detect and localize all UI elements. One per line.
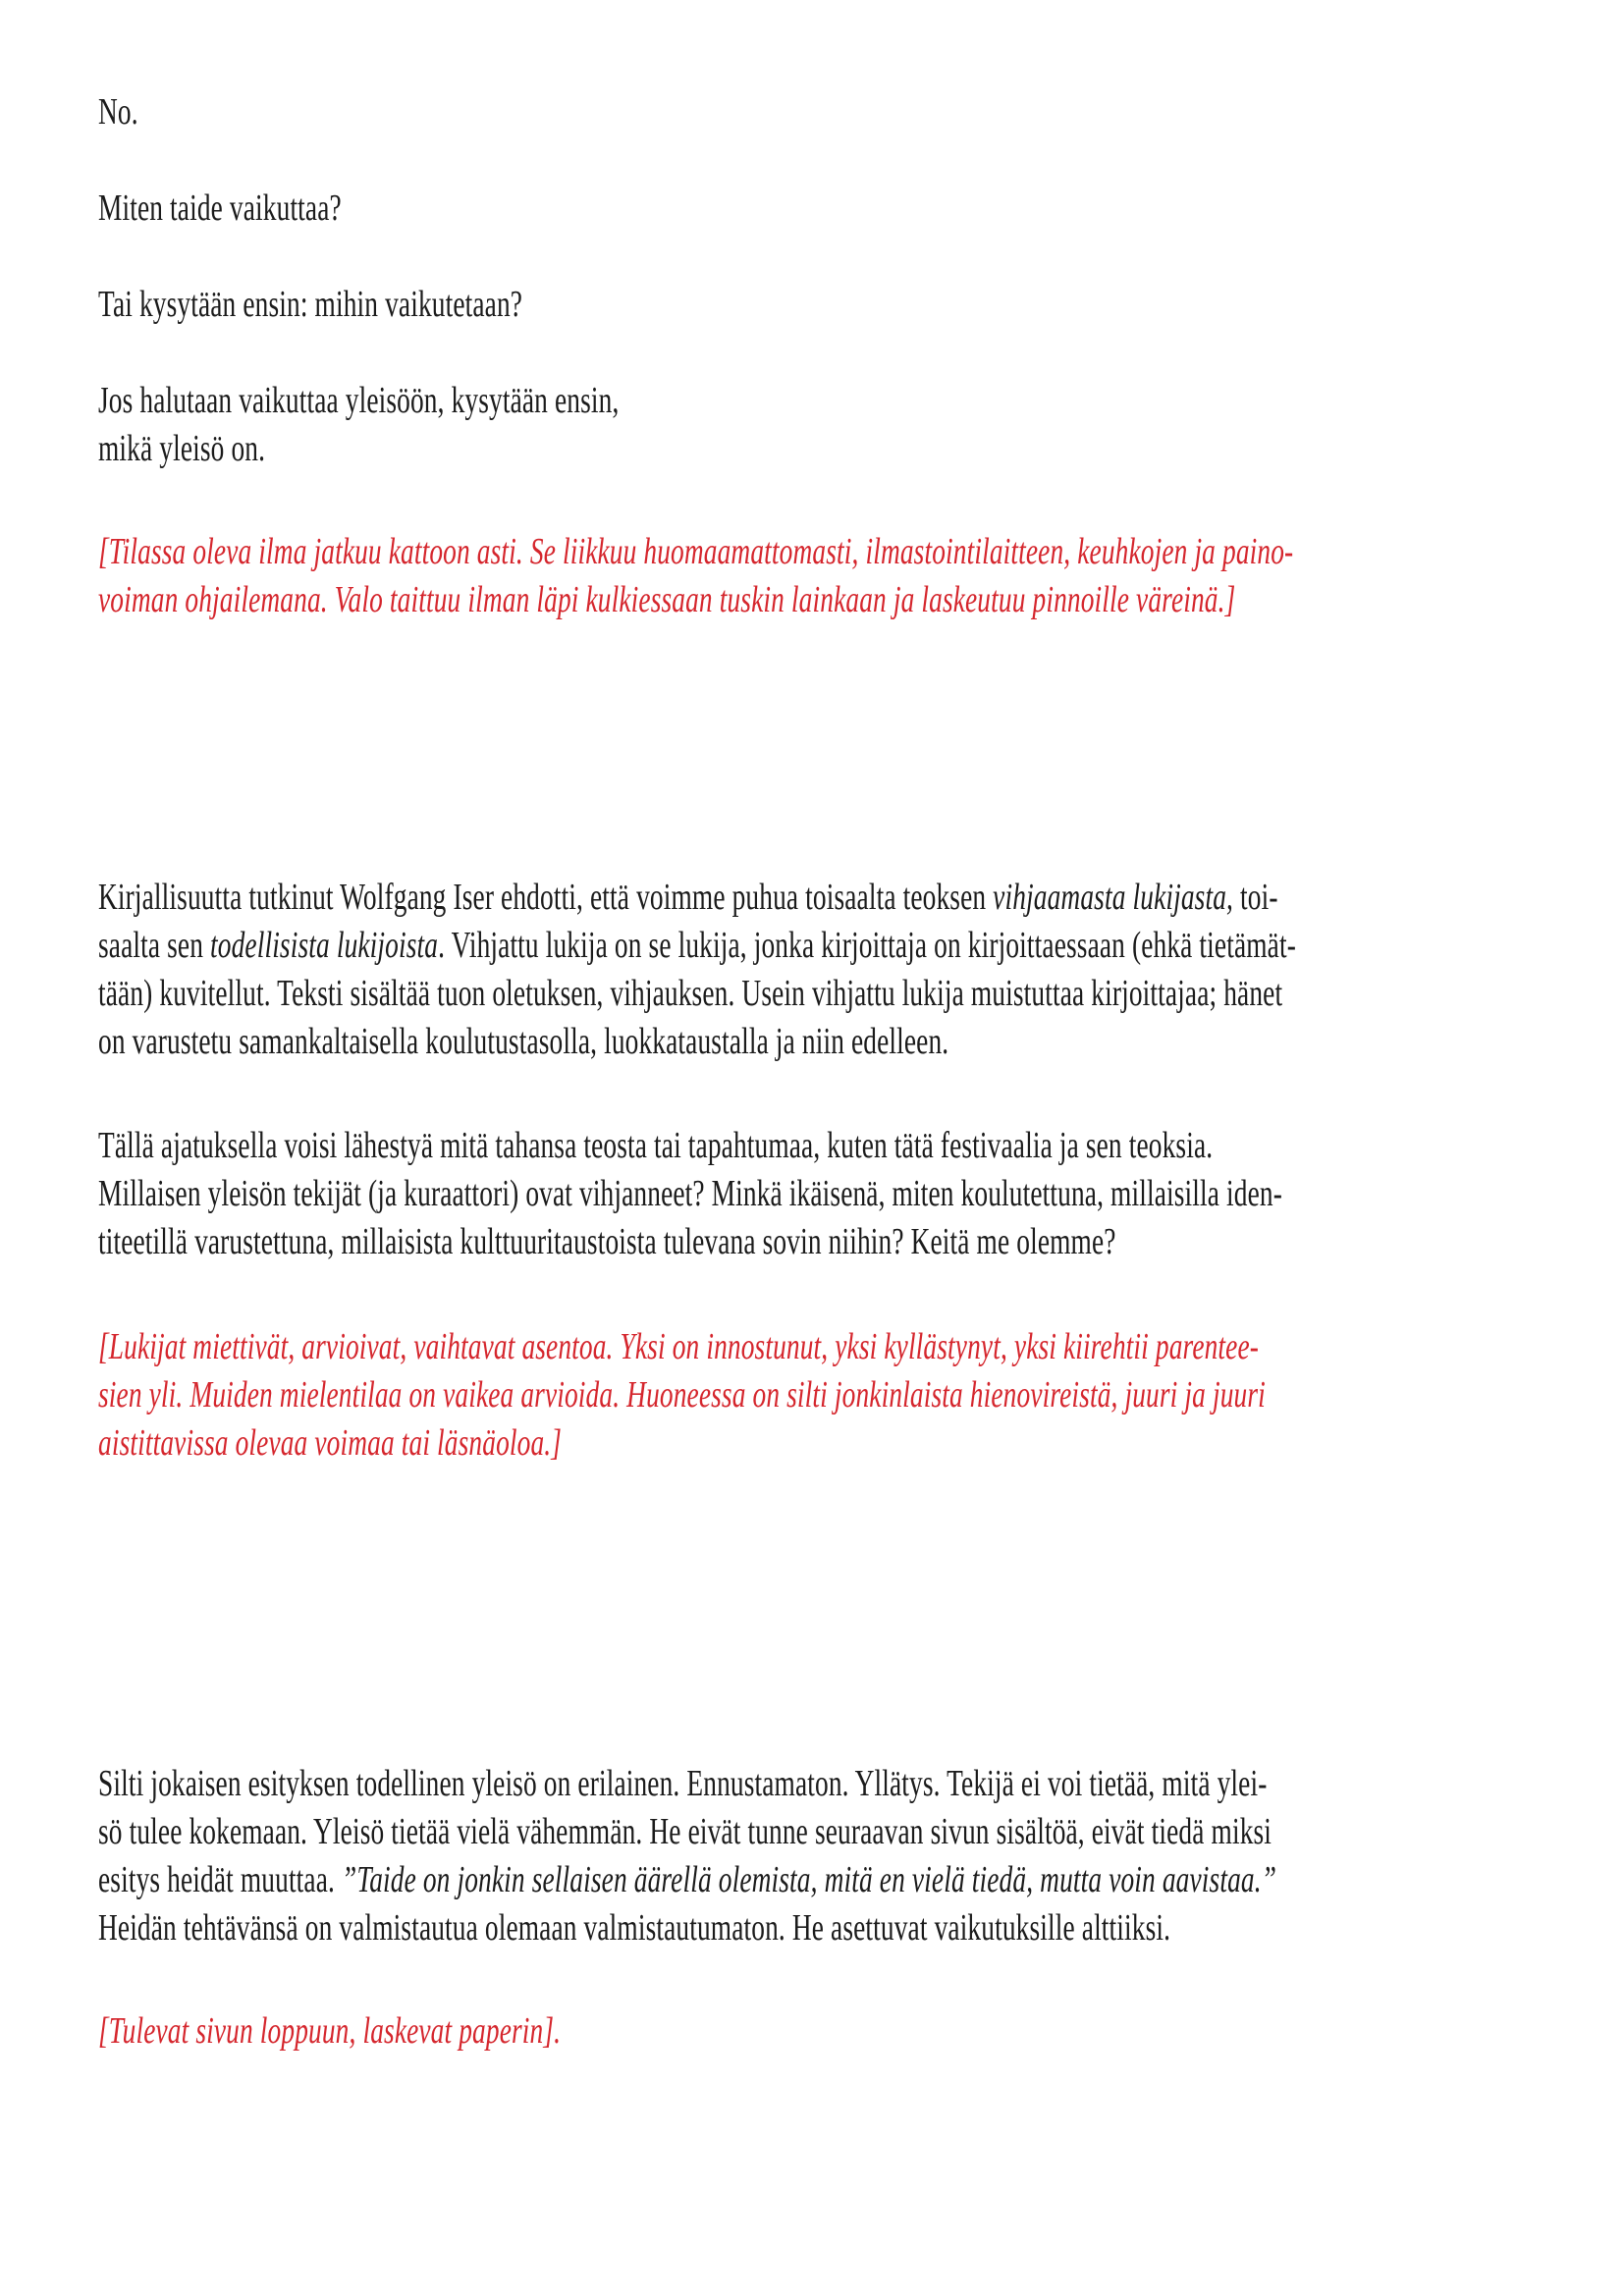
italic-text-segment: [Tulevat sivun loppuun, laskevat paperin]. bbox=[98, 2010, 562, 2052]
text-line bbox=[98, 970, 1296, 1018]
text-segment: mikä yleisö on. bbox=[98, 428, 266, 469]
text-line bbox=[98, 1323, 1266, 1371]
text-line bbox=[98, 1808, 1276, 1856]
text-line bbox=[98, 576, 1293, 624]
text-segment: No. bbox=[98, 91, 138, 133]
text-segment: Miten taide vaikuttaa? bbox=[98, 187, 342, 229]
text-segment: titeetillä varustettuna, millaisista kulttuuritaustoista tulevana sovin niihin? Keitä me olemme? bbox=[98, 1221, 1116, 1262]
text-segment: on varustetu samankaltaisella koulutustasolla, luokkataustalla ja niin edelleen. bbox=[98, 1021, 949, 1062]
text-line bbox=[98, 1760, 1276, 1808]
italic-text-segment: [Lukijat miettivät, arvioivat, vaihtavat asentoa. Yksi on innostunut, yksi kyllästynyt, yksi kiirehtii parentee- bbox=[98, 1326, 1260, 1367]
text-line bbox=[98, 377, 619, 425]
text-segment: toi- bbox=[1233, 877, 1278, 918]
text-line bbox=[98, 922, 1296, 970]
italic-text-segment: [Tilassa oleva ilma jatkuu kattoon asti. Se liikkuu huomaamattomasti, ilmastointilaitteen, keuhkojen ja paino- bbox=[98, 531, 1294, 572]
text-line bbox=[98, 281, 522, 329]
text-line bbox=[98, 1419, 1266, 1468]
italic-text-segment: ”Taide on jonkin sellaisen äärellä olemista, mitä en vielä tiedä, mutta voin aavistaa.” bbox=[341, 1859, 1277, 1900]
text-line bbox=[98, 1371, 1266, 1419]
text-line bbox=[98, 2007, 561, 2056]
text-segment: Millaisen yleisön tekijät (ja kuraattori) ovat vihjanneet? Minkä ikäisenä, miten koulutettuna, millaisilla iden- bbox=[98, 1173, 1282, 1214]
italic-text-segment: voiman ohjailemana. Valo taittuu ilman läpi kulkiessaan tuskin lainkaan ja laskeutuu pinnoille väreinä.] bbox=[98, 579, 1236, 620]
text-segment: esitys heidät muuttaa. bbox=[98, 1859, 342, 1900]
question-line-1 bbox=[98, 185, 342, 233]
paragraph-jos-halutaan bbox=[98, 377, 619, 473]
italic-text-segment: sien yli. Muiden mielentilaa on vaikea arvioida. Huoneessa on silti jonkinlaista hienovireistä, juuri ja juuri bbox=[98, 1374, 1266, 1415]
text-line bbox=[98, 528, 1293, 576]
text-segment: tään) kuvitellut. Teksti sisältää tuon oletuksen, vihjauksen. Usein vihjattu lukija muistuttaa kirjoittajaa; hänet bbox=[98, 973, 1283, 1014]
text-line bbox=[98, 1904, 1276, 1952]
stage-direction-2 bbox=[98, 1323, 1266, 1468]
text-line bbox=[98, 1856, 1276, 1904]
text-line bbox=[98, 185, 342, 233]
text-segment: . Vihjattu lukija on se lukija, jonka kirjoittaja on kirjoittaessaan (ehkä tietämät- bbox=[438, 925, 1296, 966]
text-segment: Kirjallisuutta tutkinut Wolfgang Iser ehdotti, että voimme puhua toisaalta teoksen bbox=[98, 877, 994, 918]
question-line-2 bbox=[98, 281, 522, 329]
text-segment: sö tulee kokemaan. Yleisö tietää vielä vähemmän. He eivät tunne seuraavan sivun sisältöä, eivät tiedä miksi bbox=[98, 1811, 1272, 1852]
text-segment: Jos halutaan vaikuttaa yleisöön, kysytään ensin, bbox=[98, 380, 620, 421]
opening-word bbox=[98, 88, 138, 136]
paragraph-kirjallisuutta bbox=[98, 874, 1296, 1066]
text-line bbox=[98, 88, 138, 136]
text-segment: Tällä ajatuksella voisi lähestyä mitä tahansa teosta tai tapahtumaa, kuten tätä festivaalia ja sen teoksia. bbox=[98, 1125, 1214, 1166]
paragraph-silti-jokaisen bbox=[98, 1760, 1276, 1952]
italic-text-segment: todellisista lukijoista bbox=[210, 925, 439, 966]
stage-direction-3 bbox=[98, 2007, 561, 2056]
text-line bbox=[98, 1018, 1296, 1066]
text-line bbox=[98, 1122, 1282, 1170]
text-line bbox=[98, 1170, 1282, 1218]
text-line bbox=[98, 425, 619, 473]
text-segment: saalta sen bbox=[98, 925, 211, 966]
text-segment: Silti jokaisen esityksen todellinen yleisö on erilainen. Ennustamaton. Yllätys. Tekijä ei voi tietää, mitä ylei- bbox=[98, 1763, 1268, 1804]
text-segment: Heidän tehtävänsä on valmistautua olemaan valmistautumaton. He asettuvat vaikutuksille alttiiksi. bbox=[98, 1907, 1171, 1949]
italic-text-segment: vihjaamasta lukijasta, bbox=[993, 877, 1234, 918]
text-segment: Tai kysytään ensin: mihin vaikutetaan? bbox=[98, 284, 523, 325]
stage-direction-1 bbox=[98, 528, 1293, 624]
paragraph-talla-ajatuksella bbox=[98, 1122, 1282, 1266]
text-line bbox=[98, 874, 1296, 922]
text-line bbox=[98, 1218, 1282, 1266]
italic-text-segment: aistittavissa olevaa voimaa tai läsnäoloa.] bbox=[98, 1422, 563, 1464]
